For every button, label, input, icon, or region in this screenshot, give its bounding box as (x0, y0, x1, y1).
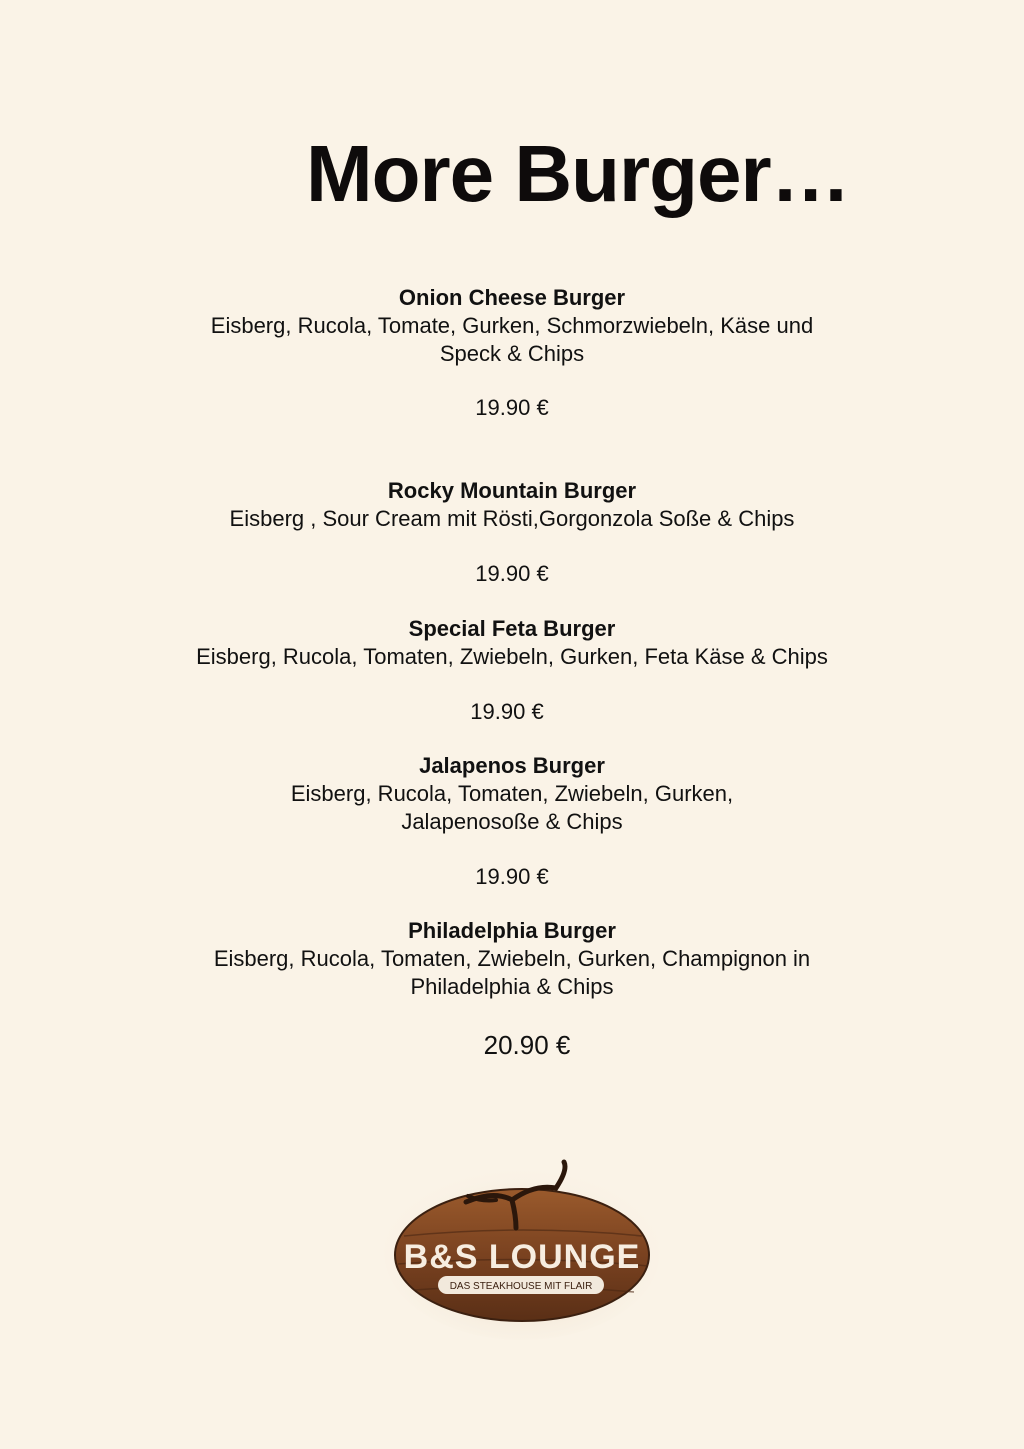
menu-item-price: 19.90 € (470, 699, 544, 724)
menu-item-price: 20.90 € (483, 1030, 571, 1060)
menu-item-price: 19.90 € (475, 864, 549, 889)
menu-item-description: Eisberg, Rucola, Tomaten, Zwiebeln, Gurken, Jalapenosoße & Chips (290, 781, 734, 834)
menu-item-philadelphia-burger (0, 917, 1024, 1059)
logo-name: B&S LOUNGE (403, 1238, 641, 1276)
menu-item-name: Rocky Mountain Burger (387, 478, 637, 503)
menu-item-description: Eisberg , Sour Cream mit Rösti,Gorgonzola Soße & Chips (229, 506, 795, 531)
menu-item-description: Eisberg, Rucola, Tomate, Gurken, Schmorzwiebeln, Käse und Speck & Chips (210, 313, 814, 366)
menu-item-price: 19.90 € (475, 561, 549, 586)
menu-item-name: Jalapenos Burger (419, 753, 605, 778)
menu-item-description: Eisberg, Rucola, Tomaten, Zwiebeln, Gurken, Champignon in Philadelphia & Chips (213, 946, 811, 999)
menu-item-name: Philadelphia Burger (408, 918, 616, 943)
page-title: More Burger… (306, 129, 850, 218)
menu-item-name: Onion Cheese Burger (398, 285, 626, 310)
menu-item-name: Special Feta Burger (408, 616, 616, 641)
menu-item-rocky-mountain-burger (0, 477, 1024, 588)
logo-tagline: DAS STEAKHOUSE MIT FLAIR (449, 1281, 593, 1292)
bs-lounge-logo (384, 1140, 664, 1340)
menu-item-onion-cheese-burger (0, 284, 1024, 422)
menu-item-jalapenos-burger (0, 752, 1024, 891)
menu-item-description: Eisberg, Rucola, Tomaten, Zwiebeln, Gurken, Feta Käse & Chips (196, 644, 828, 669)
menu-item-price: 19.90 € (475, 395, 549, 420)
menu-item-special-feta-burger (0, 615, 1024, 726)
